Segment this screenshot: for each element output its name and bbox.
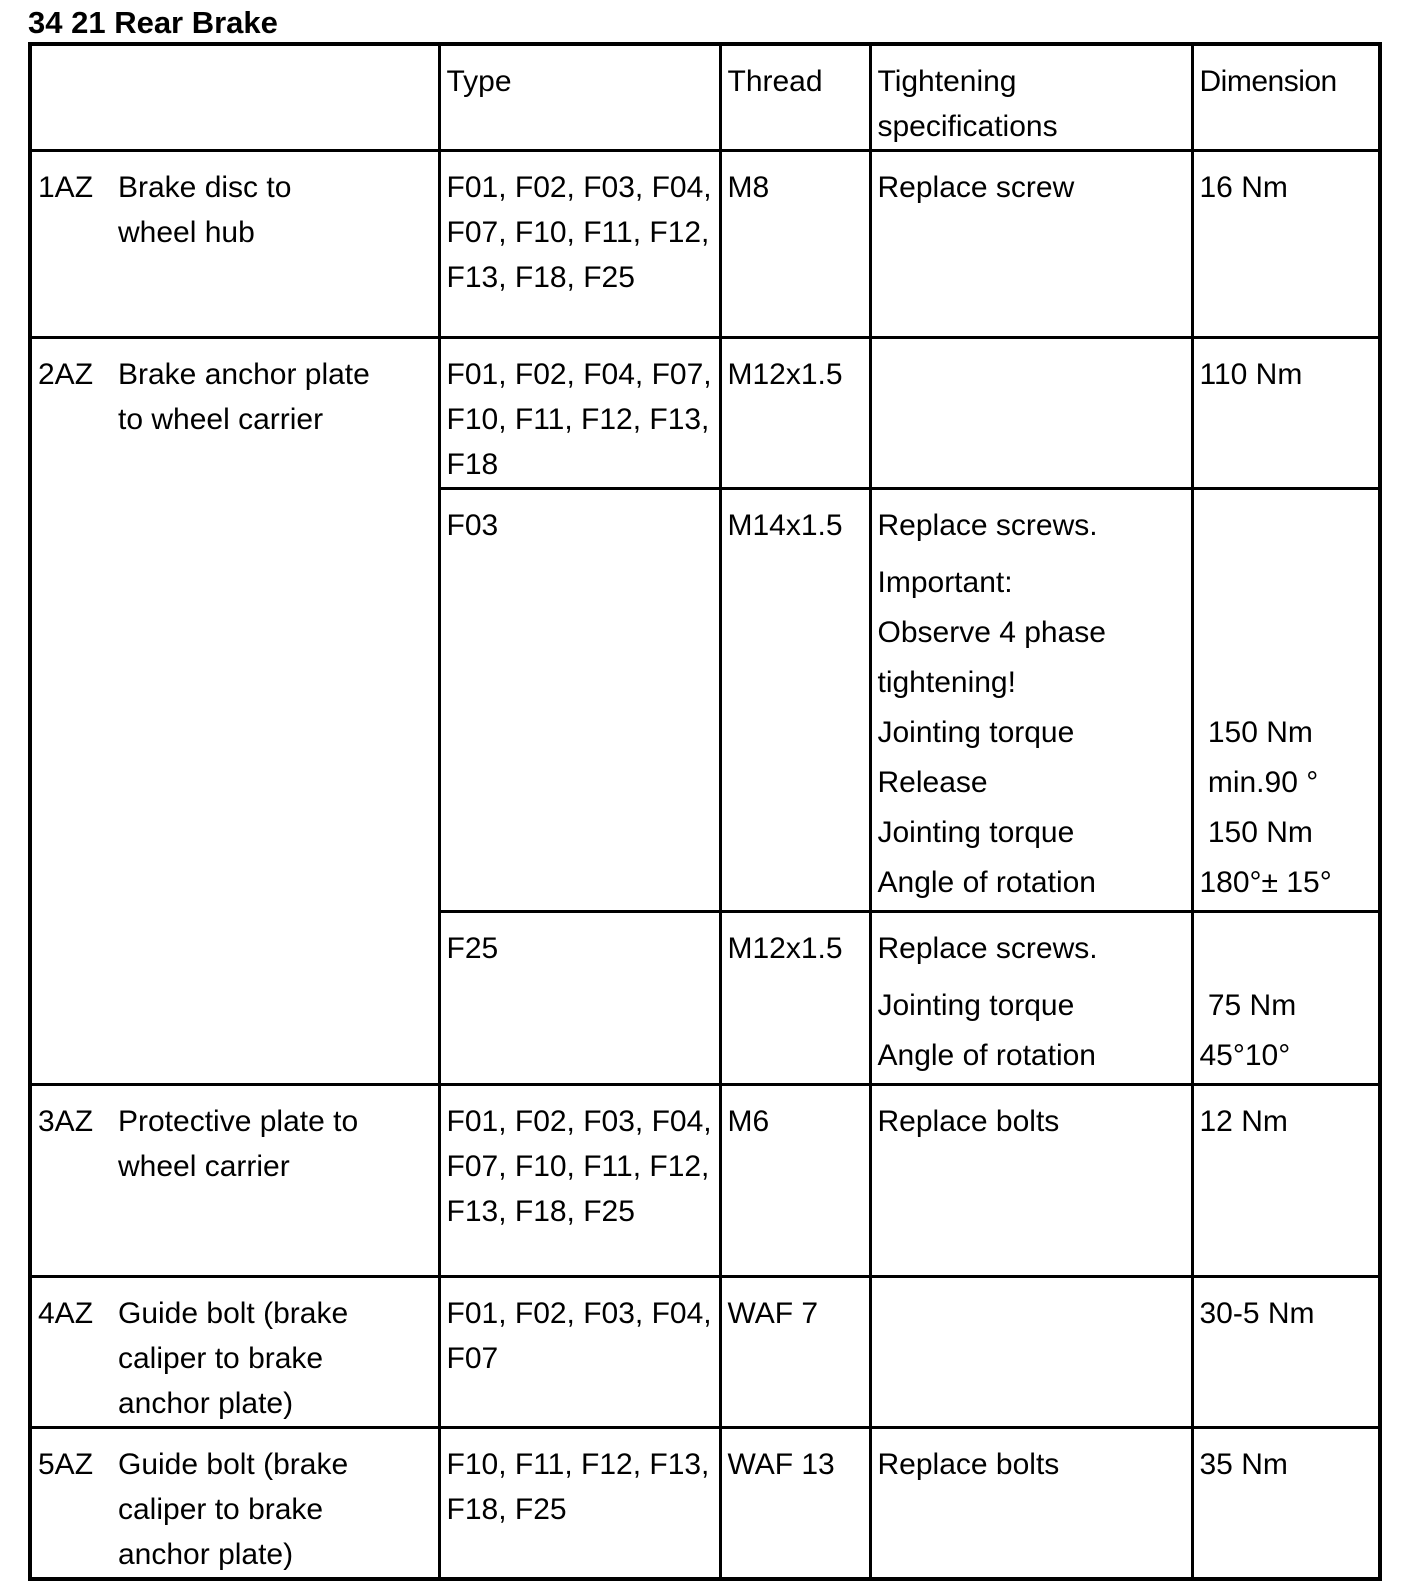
cell-4az-id-desc [30, 1277, 439, 1428]
cell-5az-type: F10, F11, F12, F13, F18, F25 [439, 1428, 720, 1580]
table-row-4az [30, 1277, 1380, 1428]
header-row [30, 44, 1380, 151]
cell-4az-thread: WAF 7 [720, 1277, 870, 1428]
row-desc: Brake disc to wheel hub [118, 171, 292, 249]
dim-line [1200, 503, 1375, 553]
cell-2az-f25-thread: M12x1.5 [720, 912, 870, 1085]
cell-3az-id-desc [30, 1085, 439, 1277]
table-row-1az [30, 151, 1380, 338]
row-id: 5AZ [38, 1448, 94, 1481]
spec-line: Observe 4 phase [877, 616, 1106, 649]
id-desc-wrap [38, 1291, 434, 1426]
header-tightening: Tightening specifications [870, 44, 1192, 151]
row-id: 4AZ [38, 1297, 94, 1330]
spec-line: Replace screws. [877, 932, 1098, 965]
row-desc: Guide bolt (brake caliper to brake anchor plate) [118, 1448, 349, 1571]
cell-2az-tightening [870, 338, 1192, 489]
cell-5az-dimension: 35 Nm [1192, 1428, 1380, 1580]
cell-3az-dimension: 12 Nm [1192, 1085, 1380, 1277]
cell-1az-type: F01, F02, F03, F04, F07, F10, F11, F12, F13, F18, F25 [439, 151, 720, 338]
table-row-2az [30, 338, 1380, 489]
table-row-3az [30, 1085, 1380, 1277]
header-dimension: Dimension [1192, 44, 1380, 151]
dim-line: 180°± 15° [1199, 866, 1332, 899]
cell-2az-f25-tightening [870, 912, 1192, 1085]
dim-line [1200, 560, 1375, 610]
dim-line: 150 Nm [1199, 716, 1313, 749]
dim-line [1200, 926, 1375, 976]
spec-line: Jointing torque [877, 816, 1075, 849]
cell-2az-thread: M12x1.5 [720, 338, 870, 489]
row-id: 2AZ [38, 358, 94, 391]
spec-line: Important: [877, 566, 1013, 599]
cell-2az-f03-thread: M14x1.5 [720, 489, 870, 912]
header-id [30, 44, 439, 151]
table-row-5az [30, 1428, 1380, 1580]
cell-2az-id-desc [30, 338, 439, 1085]
cell-2az-f03-tightening [870, 489, 1192, 912]
row-desc: Protective plate to wheel carrier [118, 1105, 359, 1183]
row-desc: Guide bolt (brake caliper to brake anchor plate) [118, 1297, 349, 1420]
cell-3az-thread: M6 [720, 1085, 870, 1277]
spec-line: Jointing torque [877, 716, 1075, 749]
dim-line: 45°10° [1199, 1039, 1291, 1072]
header-type: Type [439, 44, 720, 151]
page-title: 34 21 Rear Brake [28, 5, 278, 40]
id-desc-wrap [38, 1442, 434, 1577]
cell-2az-f03-dimension [1192, 489, 1380, 912]
dim-line [1200, 660, 1375, 710]
spec-line: Release [877, 766, 988, 799]
cell-2az-f25-dimension [1192, 912, 1380, 1085]
cell-5az-thread: WAF 13 [720, 1428, 870, 1580]
cell-4az-dimension: 30-5 Nm [1192, 1277, 1380, 1428]
cell-4az-type: F01, F02, F03, F04, F07 [439, 1277, 720, 1428]
cell-1az-id-desc [30, 151, 439, 338]
cell-3az-type: F01, F02, F03, F04, F07, F10, F11, F12, F13, F18, F25 [439, 1085, 720, 1277]
row-id: 1AZ [38, 171, 94, 204]
cell-2az-type: F01, F02, F04, F07, F10, F11, F12, F13, F18 [439, 338, 720, 489]
cell-5az-tightening: Replace bolts [870, 1428, 1192, 1580]
dim-line: 75 Nm [1199, 989, 1297, 1022]
cell-1az-dimension: 16 Nm [1192, 151, 1380, 338]
row-id: 3AZ [38, 1105, 94, 1138]
dim-line: min.90 ° [1199, 766, 1319, 799]
dim-line [1200, 610, 1375, 660]
spec-line: tightening! [877, 666, 1016, 699]
id-desc-wrap [38, 165, 434, 255]
cell-1az-thread: M8 [720, 151, 870, 338]
header-thread: Thread [720, 44, 870, 151]
row-desc: Brake anchor plate to wheel carrier [118, 358, 370, 436]
cell-4az-tightening [870, 1277, 1192, 1428]
cell-3az-tightening: Replace bolts [870, 1085, 1192, 1277]
torque-spec-table [28, 42, 1382, 1581]
cell-2az-f25-type: F25 [439, 912, 720, 1085]
cell-5az-id-desc [30, 1428, 439, 1580]
cell-2az-dimension: 110 Nm [1192, 338, 1380, 489]
spec-line: Replace screws. [877, 509, 1098, 542]
document-page [0, 5, 1408, 1571]
cell-2az-f03-type: F03 [439, 489, 720, 912]
spec-line: Angle of rotation [877, 1039, 1096, 1072]
id-desc-wrap [38, 1099, 434, 1189]
cell-1az-tightening: Replace screw [870, 151, 1192, 338]
id-desc-wrap [38, 352, 434, 442]
spec-line: Jointing torque [877, 989, 1075, 1022]
dim-line: 150 Nm [1199, 816, 1313, 849]
spec-line: Angle of rotation [877, 866, 1096, 899]
